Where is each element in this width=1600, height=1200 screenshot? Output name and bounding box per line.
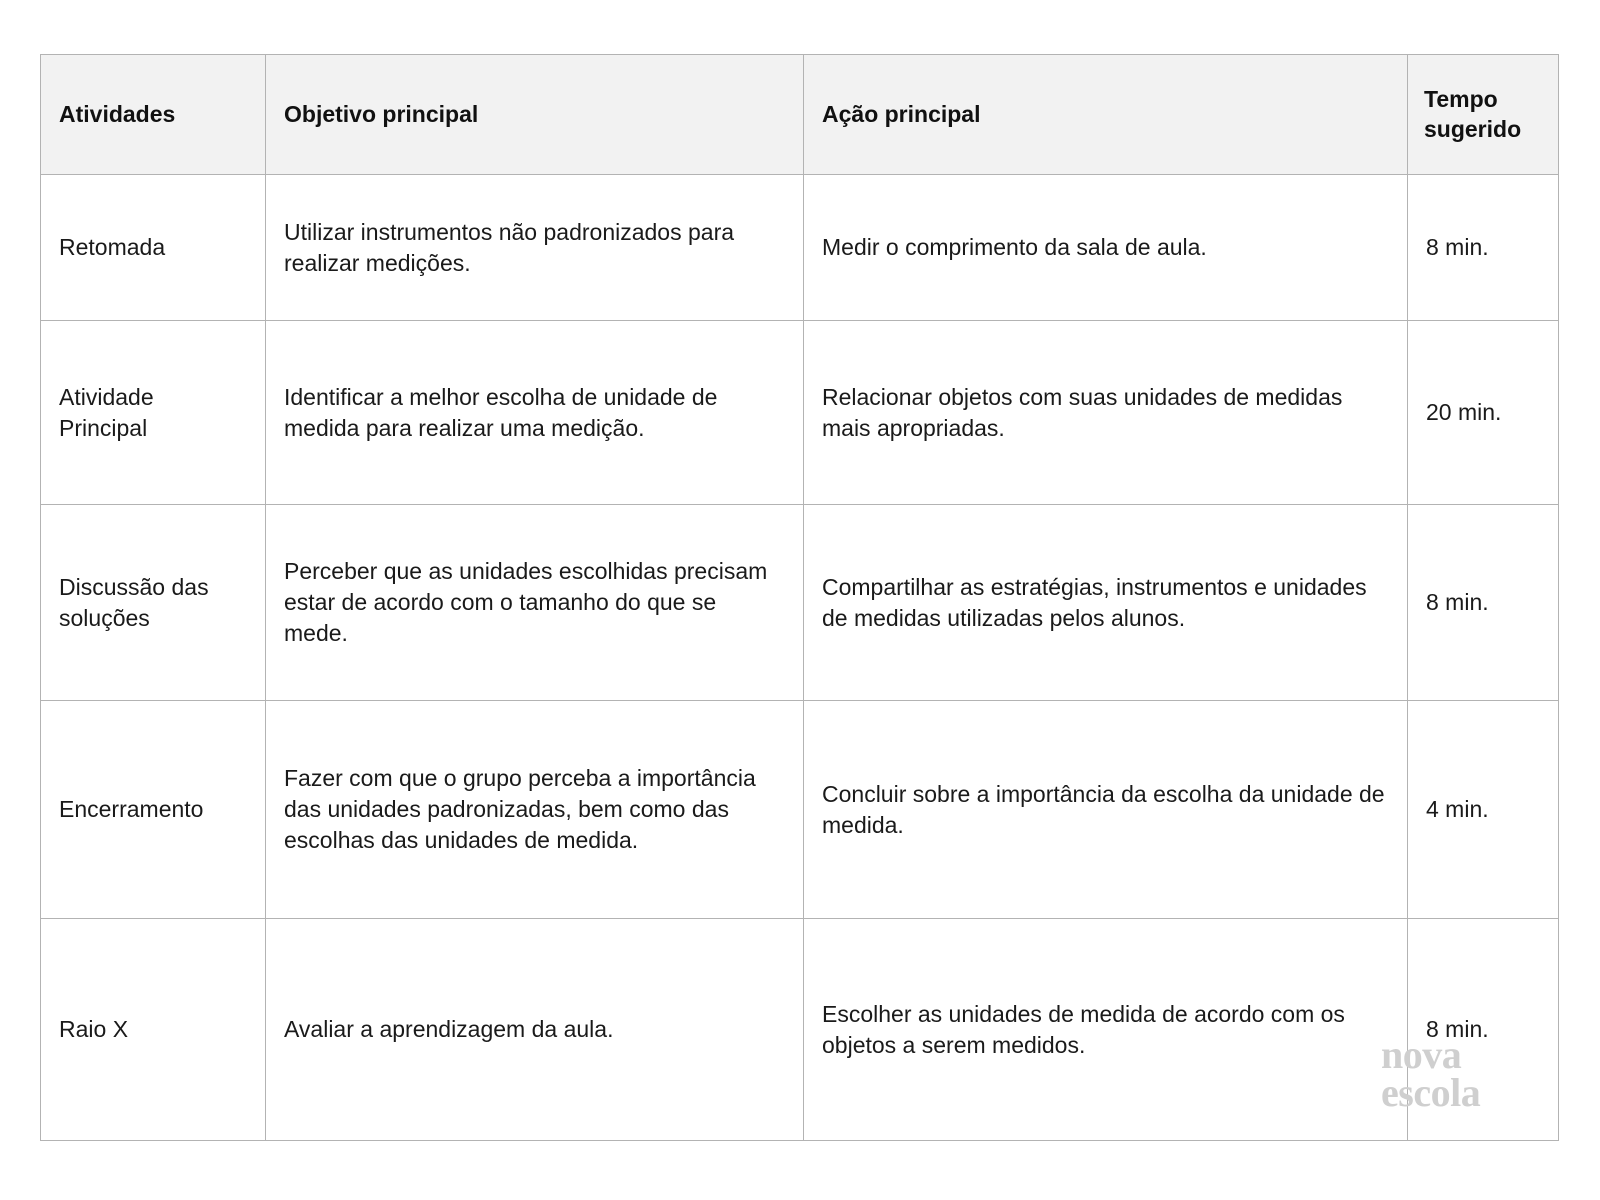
cell-atividade: Encerramento xyxy=(41,701,266,919)
cell-tempo: 8 min. xyxy=(1408,505,1559,701)
column-header-tempo-sugerido: Tempo sugerido xyxy=(1408,55,1559,175)
cell-objetivo: Perceber que as unidades escolhidas precisam estar de acordo com o tamanho do que se mede. xyxy=(266,505,804,701)
watermark-line-nova: nova xyxy=(1381,1032,1462,1077)
cell-atividade: Raio X xyxy=(41,919,266,1141)
table-header-row xyxy=(41,55,1559,175)
cell-objetivo: Fazer com que o grupo perceba a importância das unidades padronizadas, bem como das escolhas das unidades de medida. xyxy=(266,701,804,919)
watermark-line-escola: escola xyxy=(1381,1070,1481,1116)
cell-atividade: Atividade Principal xyxy=(41,321,266,505)
cell-objetivo: Identificar a melhor escolha de unidade de medida para realizar uma medição. xyxy=(266,321,804,505)
table-header xyxy=(41,55,1559,175)
cell-tempo: 8 min. xyxy=(1408,175,1559,321)
table-row xyxy=(41,175,1559,321)
lesson-plan-table xyxy=(40,54,1559,1141)
column-header-atividades: Atividades xyxy=(41,55,266,175)
cell-objetivo: Utilizar instrumentos não padronizados para realizar medições. xyxy=(266,175,804,321)
table-row xyxy=(41,701,1559,919)
cell-atividade: Retomada xyxy=(41,175,266,321)
column-header-acao-principal: Ação principal xyxy=(804,55,1408,175)
cell-acao: Escolher as unidades de medida de acordo com os objetos a serem medidos. xyxy=(804,919,1408,1141)
cell-tempo: 4 min. xyxy=(1408,701,1559,919)
table-body xyxy=(41,175,1559,1141)
cell-tempo: 20 min. xyxy=(1408,321,1559,505)
table-row xyxy=(41,919,1559,1141)
column-header-objetivo-principal: Objetivo principal xyxy=(266,55,804,175)
cell-tempo: 8 min. xyxy=(1408,919,1559,1141)
cell-acao: Relacionar objetos com suas unidades de medidas mais apropriadas. xyxy=(804,321,1408,505)
table-row xyxy=(41,505,1559,701)
cell-acao: Medir o comprimento da sala de aula. xyxy=(804,175,1408,321)
cell-acao: Concluir sobre a importância da escolha da unidade de medida. xyxy=(804,701,1408,919)
table-row xyxy=(41,321,1559,505)
cell-acao: Compartilhar as estratégias, instrumentos e unidades de medidas utilizadas pelos alunos. xyxy=(804,505,1408,701)
cell-atividade: Discussão das soluções xyxy=(41,505,266,701)
cell-objetivo: Avaliar a aprendizagem da aula. xyxy=(266,919,804,1141)
